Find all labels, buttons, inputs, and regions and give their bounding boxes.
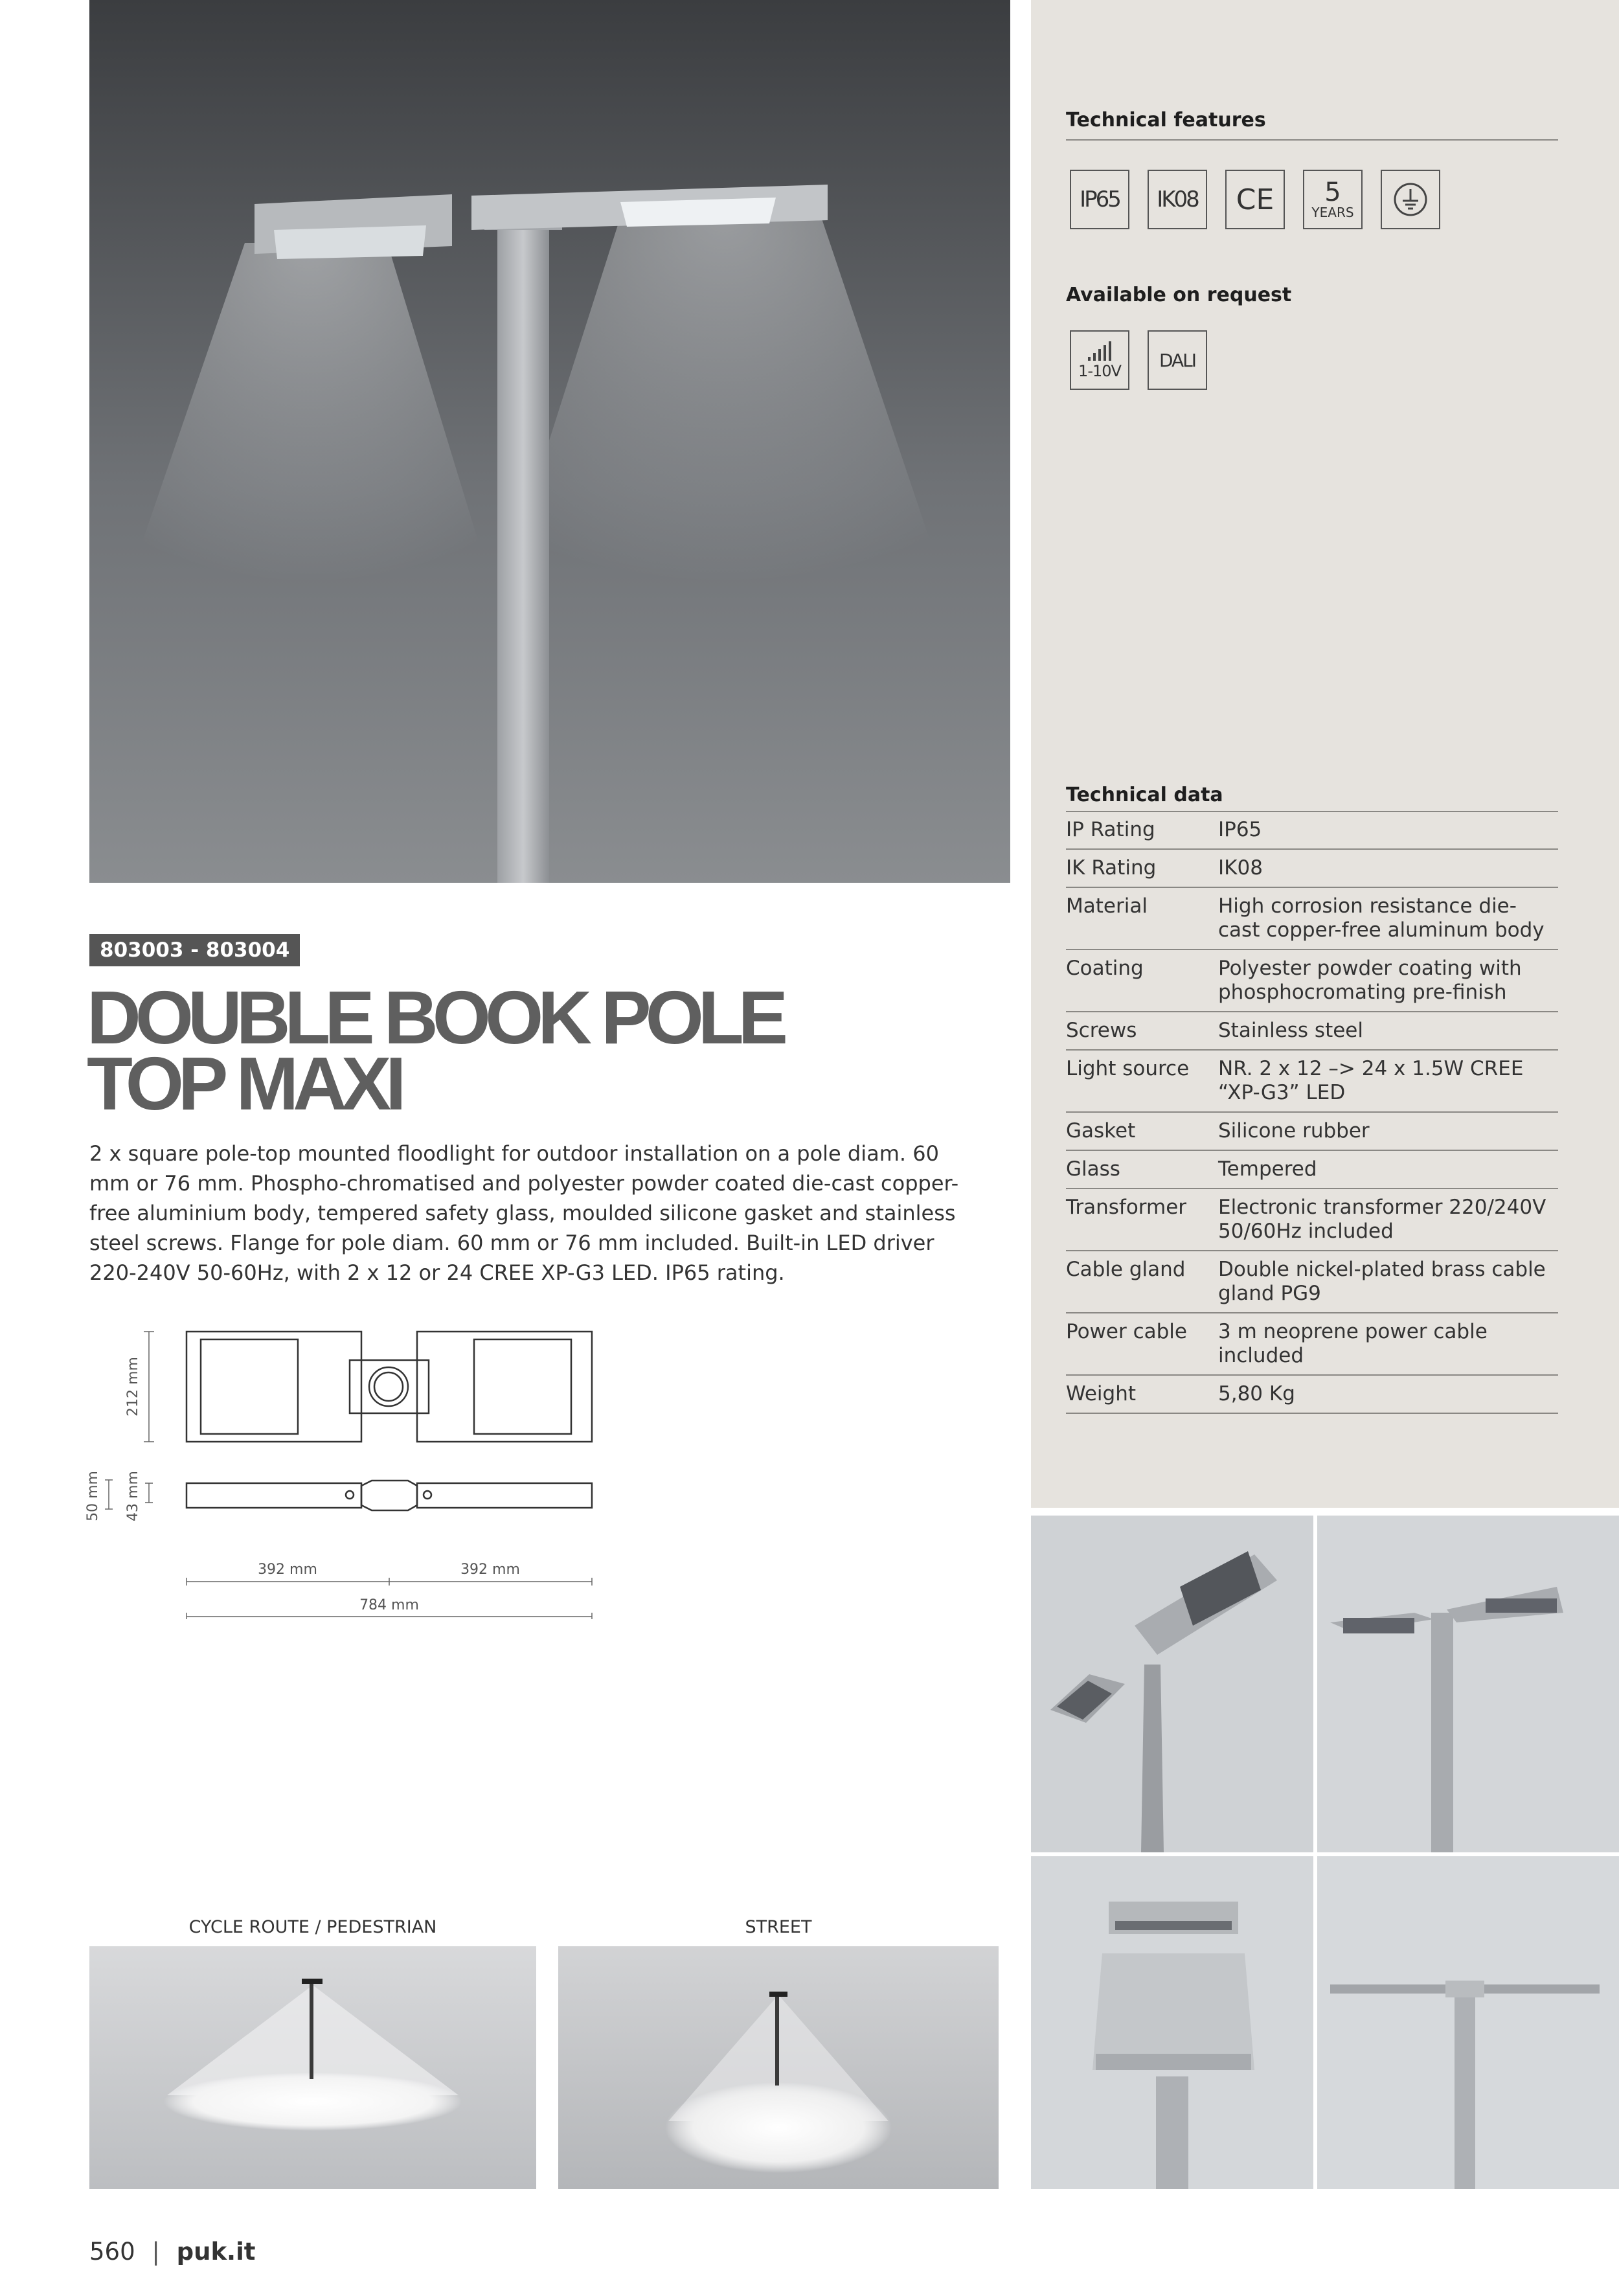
- ip65-icon: IP65: [1070, 170, 1129, 229]
- warranty-years-number: 5: [1324, 177, 1341, 207]
- spec-key: Gasket: [1066, 1112, 1218, 1150]
- website-link[interactable]: puk.it: [176, 2238, 256, 2266]
- product-code-badge: 803003 - 803004: [89, 934, 300, 966]
- street-illustration: [558, 1946, 999, 2189]
- ce-mark-icon: CE: [1225, 170, 1285, 229]
- spec-value: Double nickel-plated brass cable gland PG9: [1218, 1251, 1558, 1313]
- dimming-1-10v-icon: [1070, 330, 1129, 390]
- spec-key: Glass: [1066, 1150, 1218, 1188]
- inner-thickness-dimension-label: 43 mm: [125, 1471, 141, 1521]
- height-dimension-label: 212 mm: [125, 1357, 141, 1416]
- table-row: [1066, 887, 1558, 949]
- table-row: [1066, 812, 1558, 849]
- table-row: [1066, 849, 1558, 887]
- table-row: [1066, 1112, 1558, 1150]
- spec-key: Cable gland: [1066, 1251, 1218, 1313]
- 5-years-warranty-icon: [1303, 170, 1363, 229]
- footer-separator: |: [152, 2238, 160, 2266]
- divider: [1066, 139, 1558, 141]
- product-title-line1: DOUBLE BOOK POLE: [87, 975, 783, 1060]
- specs-panel: [1031, 0, 1619, 1508]
- spec-value: IP65: [1218, 812, 1558, 849]
- spec-value: 5,80 Kg: [1218, 1375, 1558, 1413]
- left-width-dimension-label: 392 mm: [258, 1562, 317, 1578]
- spec-key: IK Rating: [1066, 849, 1218, 887]
- spec-key: Power cable: [1066, 1313, 1218, 1375]
- cycle-route-illustration: [89, 1946, 536, 2189]
- spec-key: Screws: [1066, 1012, 1218, 1050]
- product-title: [87, 975, 783, 1126]
- application-label-street: STREET: [745, 1917, 812, 1937]
- page-footer: [89, 2238, 255, 2266]
- dali-icon: DALI: [1148, 330, 1207, 390]
- table-row: [1066, 1375, 1558, 1413]
- spec-value: Polyester powder coating with phosphocromating pre-finish: [1218, 949, 1558, 1012]
- dimension-drawing: [84, 1321, 602, 1619]
- product-photo-profile: [1317, 1856, 1619, 2189]
- technical-data-table: [1066, 812, 1558, 1414]
- product-photo-front: [1317, 1516, 1619, 1852]
- table-row: [1066, 949, 1558, 1012]
- spec-key: Weight: [1066, 1375, 1218, 1413]
- left-head-plan: [187, 1332, 361, 1442]
- right-head-side: [417, 1483, 592, 1508]
- warranty-years-unit: YEARS: [1311, 205, 1354, 220]
- spec-key: Coating: [1066, 949, 1218, 1012]
- total-width-dimension-label: 784 mm: [359, 1597, 419, 1613]
- spec-value: Tempered: [1218, 1150, 1558, 1188]
- page-number: 560: [89, 2238, 135, 2266]
- table-row: [1066, 1188, 1558, 1251]
- table-row: [1066, 1150, 1558, 1188]
- spec-value: Stainless steel: [1218, 1012, 1558, 1050]
- hero-product-photo: [89, 0, 1010, 883]
- class-i-earth-icon: [1381, 170, 1440, 229]
- product-photo-angle: [1031, 1516, 1313, 1852]
- spec-value: Silicone rubber: [1218, 1112, 1558, 1150]
- product-photo-side: [1031, 1856, 1313, 2189]
- spec-key: Light source: [1066, 1050, 1218, 1112]
- pole-luminaire-illustration: [89, 0, 1010, 883]
- spec-value: IK08: [1218, 849, 1558, 887]
- dimming-label: 1-10V: [1078, 362, 1121, 380]
- table-row: [1066, 1050, 1558, 1112]
- technical-features-title: Technical features: [1066, 109, 1266, 131]
- right-head-plan: [417, 1332, 592, 1442]
- product-description: 2 x square pole-top mounted floodlight for outdoor installation on a pole diam. 60 mm or 76 mm. Phospho-chromatised and polyester powder coated die-cast copper-free aluminium body, tempered safety glass, moulded silicone gasket and stainless steel screws. Flange for pole diam. 60 mm or 76 mm included. Built-in LED driver 220-240V 50-60Hz, with 2 x 12 or 24 CREE XP-G3 LED. IP65 rating.: [89, 1141, 959, 1285]
- spec-key: Material: [1066, 887, 1218, 949]
- table-row: [1066, 1251, 1558, 1313]
- spec-value: 3 m neoprene power cable included: [1218, 1313, 1558, 1375]
- spec-key: Transformer: [1066, 1188, 1218, 1251]
- outer-thickness-dimension-label: 50 mm: [85, 1471, 101, 1521]
- product-title-line2: TOP MAXI: [87, 1041, 401, 1126]
- signal-bars-icon: [1085, 340, 1114, 362]
- technical-data-title: Technical data: [1066, 784, 1223, 806]
- table-row: [1066, 1313, 1558, 1375]
- application-label-cycle: CYCLE ROUTE / PEDESTRIAN: [188, 1917, 437, 1937]
- table-row: [1066, 1012, 1558, 1050]
- available-on-request-title: Available on request: [1066, 284, 1292, 306]
- spec-value: Electronic transformer 220/240V 50/60Hz included: [1218, 1188, 1558, 1251]
- spec-key: IP Rating: [1066, 812, 1218, 849]
- left-head-side: [187, 1483, 361, 1508]
- ik08-icon: IK08: [1148, 170, 1207, 229]
- right-width-dimension-label: 392 mm: [460, 1562, 520, 1578]
- spec-value: High corrosion resistance die-cast copper-free aluminum body: [1218, 887, 1558, 949]
- spec-value: NR. 2 x 12 –> 24 x 1.5W CREE “XP-G3” LED: [1218, 1050, 1558, 1112]
